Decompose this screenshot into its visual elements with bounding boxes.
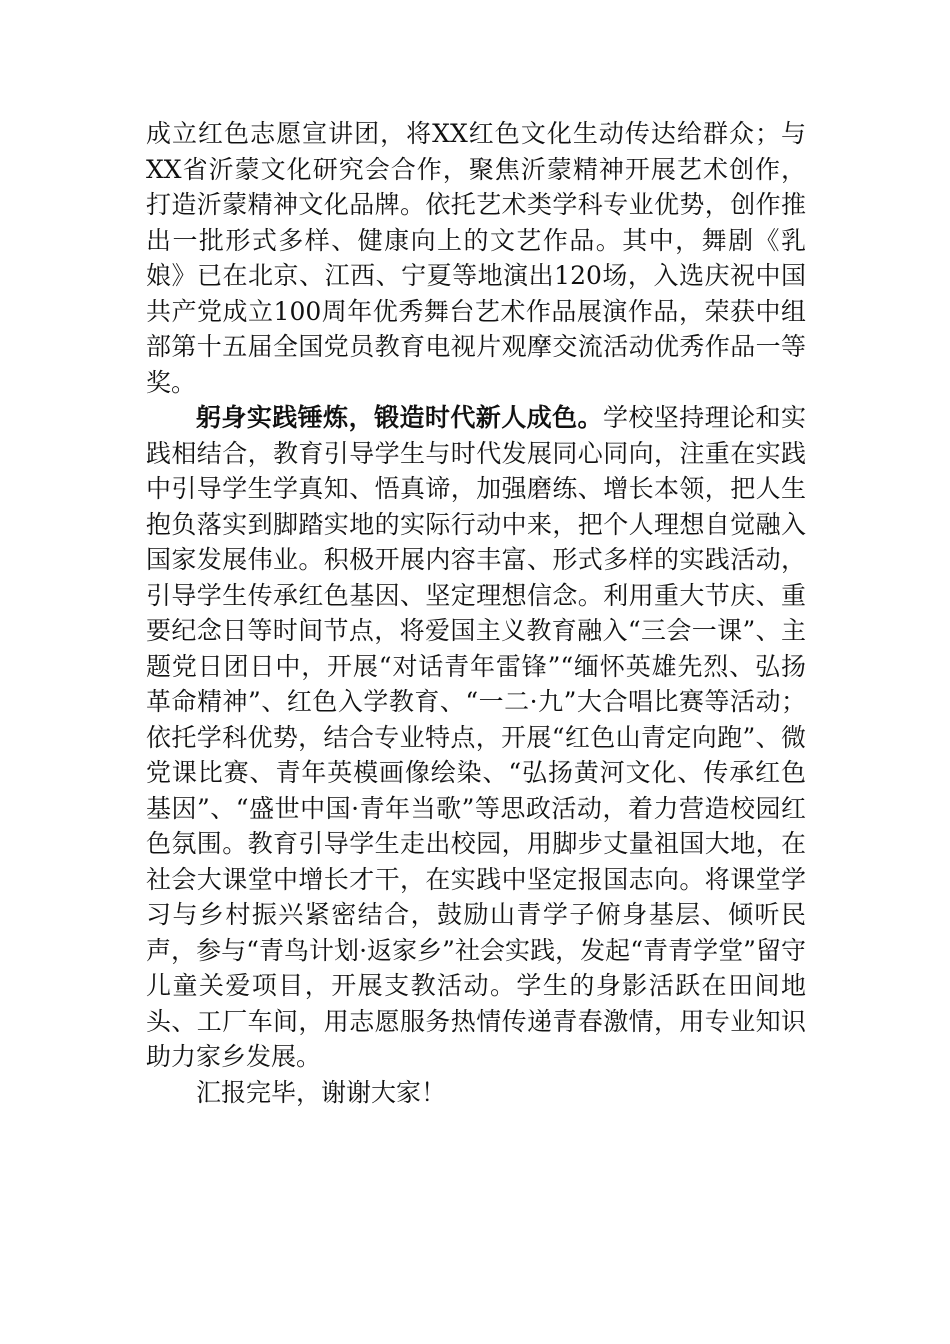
paragraph-heading: 躬身实践锤炼，锻造时代新人成色。 [196,403,603,432]
paragraph-body: 学校坚持理论和实践相结合，教育引导学生与时代发展同心同向，注重在实践中引导学生学真知、悟真谛，加强磨练、增长本领，把人生抱负落实到脚踏实地的实际行动中来，把个人理想自觉融入国家发展伟业。积极开展内容丰富、形式多样的实践活动，引导学生传承红色基因、坚定理想信念。利用重大节庆、重要纪念日等时间节点，将爱国主义教育融入“三会一课”、主题党日团日中，开展“对话青年雷锋”“缅怀英雄先烈、弘扬革命精神”、红色入学教育、“一二·九”大合唱比赛等活动；依托学科优势，结合专业特点，开展“红色山青定向跑”、微党课比赛、青年英模画像绘染、“弘扬黄河文化、传承红色基因”、“盛世中国·青年当歌”等思政活动，着力营造校园红色氛围。教育引导学生走出校园，用脚步丈量祖国大地，在社会大课堂中增长才干，在实践中坚定报国志向。将课堂学习与乡村振兴紧密结合，鼓励山青学子俯身基层、倾听民声，参与“青鸟计划·返家乡”社会实践，发起“青青学堂”留守儿童关爱项目，开展支教活动。学生的身影活跃在田间地头、工厂车间，用志愿服务热情传递青春激情，用专业知识助力家乡发展。 [146,403,806,1071]
closing-remark: 汇报完毕，谢谢大家！ [196,1077,447,1107]
document-body [146,116,806,1110]
paragraph-continuation: 成立红色志愿宣讲团，将XX红色文化生动传达给群众；与XX省沂蒙文化研究会合作，聚焦沂蒙精神开展艺术创作，打造沂蒙精神文化品牌。依托艺术类学科专业优势，创作推出一批形式多样、健康向上的文艺作品。其中，舞剧《乳娘》已在北京、江西、宁夏等地演出120场，入选庆祝中国共产党成立100周年优秀舞台艺术作品展演作品，荣获中组部第十五届全国党员教育电视片观摩交流活动优秀作品一等奖。 [146,119,806,397]
paragraph-practice [146,400,806,1075]
